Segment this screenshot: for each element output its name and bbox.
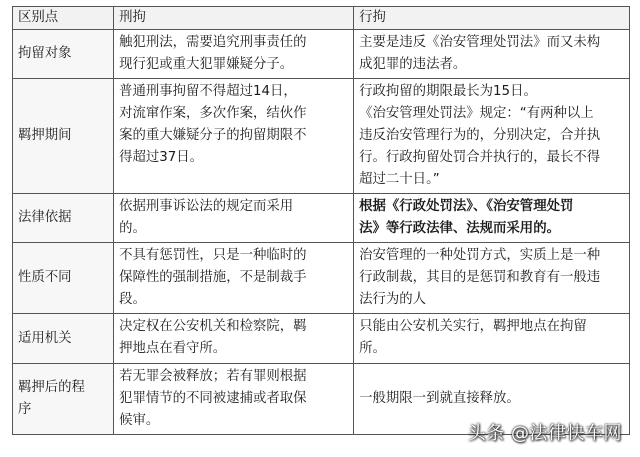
row-label: 法律依据 — [13, 194, 114, 243]
administrative-cell — [354, 243, 630, 314]
header-administrative-detention: 行拘 — [354, 7, 630, 30]
table-row — [13, 314, 630, 364]
criminal-cell — [114, 30, 354, 79]
administrative-cell — [354, 30, 630, 79]
table-row — [13, 243, 630, 314]
criminal-text: 依据刑事诉讼法的规定而采用 的。 — [119, 199, 294, 236]
administrative-text: 只能由公安机关实行，羁押地点在拘留 所。 — [359, 319, 587, 356]
criminal-text: 触犯刑法，需要追究刑事责任的 现行犯或重大犯罪嫌疑分子。 — [119, 35, 307, 72]
row-label: 适用机关 — [13, 314, 114, 364]
administrative-cell — [354, 79, 630, 194]
criminal-text: 不具有惩罚性，只是一种临时的 保障性的强制措施，不是制裁手 段。 — [119, 248, 307, 307]
table-header-row — [13, 7, 630, 30]
criminal-cell — [114, 79, 354, 194]
table-row — [13, 30, 630, 79]
criminal-cell — [114, 194, 354, 243]
row-label: 性质不同 — [13, 243, 114, 314]
row-label: 羁押期间 — [13, 79, 114, 194]
administrative-cell — [354, 314, 630, 364]
row-label: 拘留对象 — [13, 30, 114, 79]
administrative-text: 行政拘留的期限最长为15日。 《治安管理处罚法》规定：“有两种以上 违反治安管理行为的，分别决定，合并执 行。行政拘留处罚合并执行的，最长不得 超过二十日。” — [359, 84, 601, 187]
administrative-text: 根据《行政处罚法》、《治安管理处罚 法》等行政法律、法规而采用的。 — [359, 199, 574, 236]
criminal-cell — [114, 243, 354, 314]
administrative-text: 治安管理的一种处罚方式，实质上是一种 行政制裁，其目的是惩罚和教育有一般违 法行为的人 — [359, 248, 601, 307]
row-label — [13, 364, 114, 435]
watermark: 头条 @法律快车网 — [467, 423, 622, 444]
administrative-text: 主要是违反《治安管理处罚法》而又未构 成犯罪的违法者。 — [359, 35, 601, 72]
criminal-cell — [114, 314, 354, 364]
row-label-text: 羁押后的程 序 — [18, 380, 85, 417]
header-criminal-detention: 刑拘 — [114, 7, 354, 30]
table-row — [13, 79, 630, 194]
criminal-text: 普通刑事拘留不得超过14日， 对流窜作案，多次作案，结伙作 案的重大嫌疑分子的拘留期限不 得超过37日。 — [119, 84, 307, 165]
administrative-text: 一般期限一到就直接释放。 — [359, 391, 520, 406]
administrative-cell — [354, 194, 630, 243]
criminal-text: 决定权在公安机关和检察院，羁 押地点在看守所。 — [119, 319, 307, 356]
criminal-cell — [114, 364, 354, 435]
criminal-text: 若无罪会被释放；若有罪则根据 犯罪情节的不同被逮捕或者取保 候审。 — [119, 369, 307, 428]
comparison-table — [12, 6, 630, 435]
table-row — [13, 194, 630, 243]
header-distinction: 区别点 — [13, 7, 114, 30]
